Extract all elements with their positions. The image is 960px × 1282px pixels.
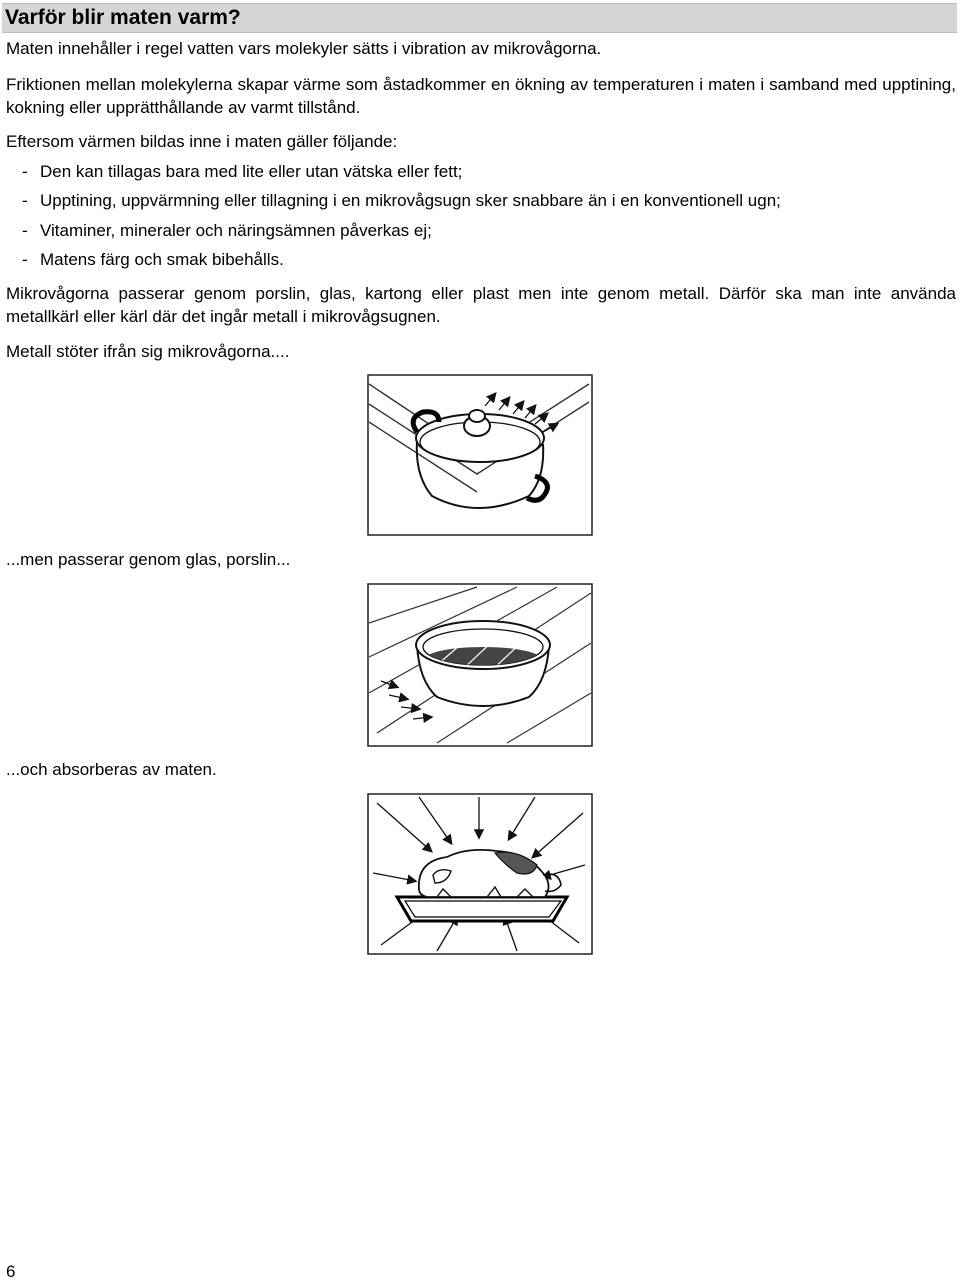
list-item-text: Den kan tillagas bara med lite eller utan vätska eller fett; — [40, 162, 463, 181]
list-item — [22, 189, 781, 212]
metal-pot-illustration — [367, 374, 593, 536]
list-marker: - — [22, 191, 28, 210]
friction-paragraph: Friktionen mellan molekylerna skapar värme som åstadkommer en ökning av temperaturen i maten i samband med upptining, kokning eller upprätthållande av varmt tillstånd. — [6, 75, 956, 117]
intro-paragraph: Maten innehåller i regel vatten vars molekyler sätts i vibration av mikrovågorna. — [6, 39, 602, 58]
list-marker: - — [22, 250, 28, 269]
list-item-text: Vitaminer, mineraler och näringsämnen påverkas ej; — [40, 221, 432, 240]
glass-dish-illustration — [367, 583, 593, 747]
caption-food: ...och absorberas av maten. — [6, 760, 217, 779]
list-item — [22, 219, 432, 242]
caption-metal: Metall stöter ifrån sig mikrovågorna.... — [6, 342, 290, 361]
page-number: 6 — [6, 1262, 16, 1281]
list-item-text: Matens färg och smak bibehålls. — [40, 250, 284, 269]
consequence-lead: Eftersom värmen bildas inne i maten gäller följande: — [6, 132, 398, 151]
list-item — [22, 248, 284, 271]
food-absorption-illustration — [367, 793, 593, 955]
list-marker: - — [22, 221, 28, 240]
list-item — [22, 160, 462, 183]
caption-glass: ...men passerar genom glas, porslin... — [6, 550, 291, 569]
heading-bar — [2, 3, 957, 33]
page-heading: Varför blir maten varm? — [5, 6, 241, 29]
list-marker: - — [22, 162, 28, 181]
list-item-text: Upptining, uppvärmning eller tillagning i en mikrovågsugn sker snabbare än i en konventionell ugn; — [40, 191, 781, 210]
materials-paragraph: Mikrovågorna passerar genom porslin, glas, kartong eller plast men inte genom metall. Därför ska man inte använda metallkärl eller kärl där det ingår metall i mikrovågsugnen. — [6, 284, 956, 326]
